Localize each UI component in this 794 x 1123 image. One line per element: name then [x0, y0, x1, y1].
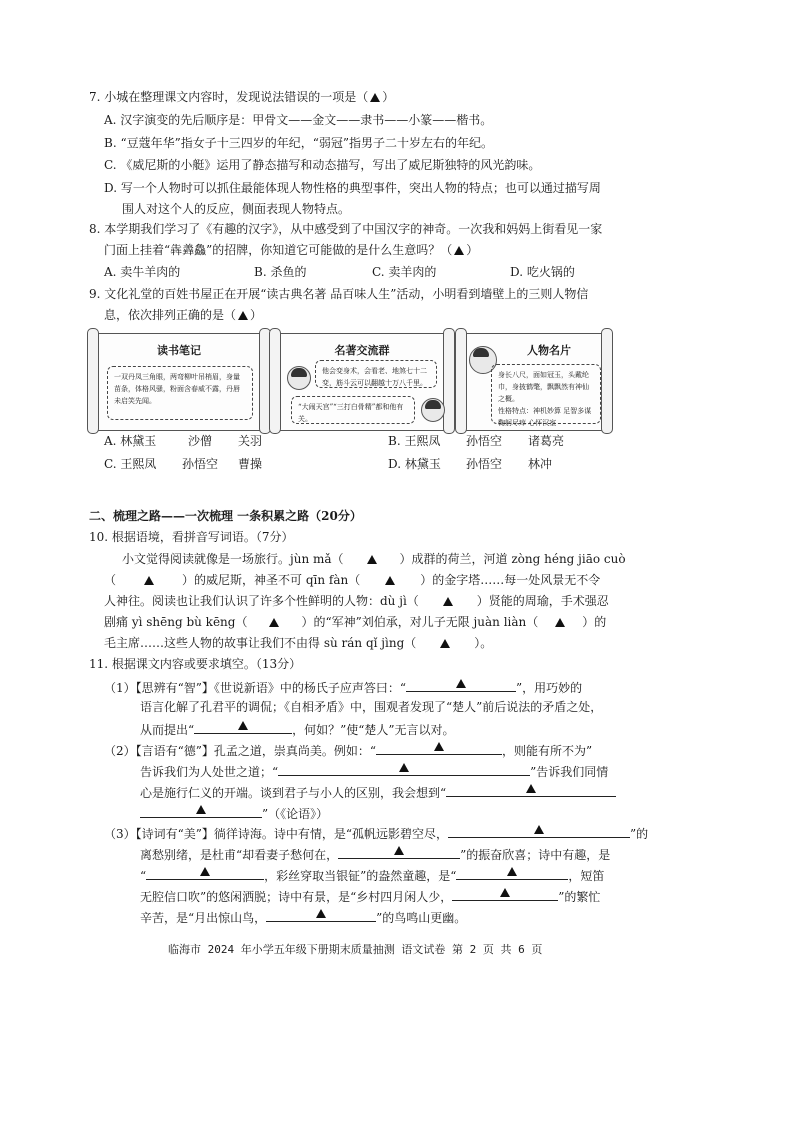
q9-option-d: D. 林黛玉 孙悟空 林冲 [388, 457, 553, 471]
q8-option-a: A. 卖牛羊肉的 [104, 265, 181, 279]
fill-blank[interactable] [194, 720, 292, 734]
answer-triangle-icon [196, 805, 206, 814]
q8-option-b: B. 杀鱼的 [254, 265, 307, 279]
fill-blank[interactable] [452, 887, 558, 901]
avatar-icon [421, 398, 445, 422]
q10-line-3: 人神往。阅读也让我们认识了许多个性鲜明的人物：dù jì（ ）贤能的周瑜，手术强忍 [104, 594, 609, 608]
fill-blank[interactable] [446, 783, 616, 797]
answer-triangle-icon [456, 679, 466, 688]
q7-option-d-cont: 围人对这个人的反应，侧面表现人物特点。 [122, 202, 351, 216]
q11-part3-line4: 无腔信口吹”的悠闲洒脱；诗中有景，是“乡村四月闲人少， ”的繁忙 [140, 887, 600, 905]
q11-stem: 11. 根据课文内容或要求填空。（13分） [89, 657, 302, 671]
q11-part3-line1: （3）【诗词有“美”】徜徉诗海。诗中有情，是“孤帆远影碧空尽， ”的 [104, 824, 648, 842]
q11-part3-line3: “ ，彩丝穿取当银钲”的盎然童趣，是“ ，短笛 [140, 866, 604, 884]
answer-triangle-icon [370, 93, 380, 102]
answer-triangle-icon [526, 784, 536, 793]
page-footer: 临海市 2024 年小学五年级下册期末质量抽测 语文试卷 第 2 页 共 6 页 [168, 943, 543, 956]
panel-text: 身长八尺，面如冠玉，头戴纶巾，身披鹤氅，飘飘然有神仙之概。 性格特点：神机妙算 足智多谋 鞠躬尽瘁 心怀汉室 [491, 364, 601, 424]
answer-triangle-icon [507, 867, 517, 876]
fill-blank[interactable] [338, 845, 460, 859]
answer-triangle-icon [385, 576, 395, 585]
q11-part3-line2: 离愁别绪，是杜甫“却看妻子愁何在， ”的振奋欣喜；诗中有趣，是 [140, 845, 610, 863]
q10-line-1: 小文觉得阅读就像是一场旅行。jùn mǎ（ ）成群的荷兰，河道 zòng héng jiāo cuò [122, 552, 626, 566]
answer-triangle-icon [144, 576, 154, 585]
q11-part3-line5: 辛苦，是“月出惊山鸟， ”的鸟鸣山更幽。 [140, 908, 466, 926]
panel-text: 一双丹凤三角眼，两弯柳叶吊梢眉，身量苗条，体格风骚，粉面含春威不露，丹唇未启笑先闻。 [107, 366, 253, 420]
answer-triangle-icon [238, 311, 248, 320]
fill-blank[interactable] [146, 866, 264, 880]
q8-option-c: C. 卖羊肉的 [372, 265, 437, 279]
q8-option-d: D. 吃火锅的 [510, 265, 575, 279]
panel-title: 读书笔记 [157, 344, 201, 357]
fill-blank[interactable] [266, 908, 376, 922]
answer-triangle-icon [399, 763, 409, 772]
answer-triangle-icon [367, 555, 377, 564]
q10-line-5: 毛主席……这些人物的故事让我们不由得 sù rán qǐ jìng（ ）。 [104, 636, 493, 650]
q7-option-d: D. 写一个人物时可以抓住最能体现人物性格的典型事件，突出人物的特点；也可以通过描写周 [104, 181, 601, 195]
answer-triangle-icon [316, 909, 326, 918]
fill-blank[interactable] [376, 741, 502, 755]
q10-line-4: 剧痛 yì shēng bù kēng（ ）的“军神”刘伯承，对儿子无限 juàn liàn（ ）的 [104, 615, 607, 629]
q11-part2-line4: ”（《论语》） [140, 804, 328, 822]
panel-character-card [460, 333, 608, 431]
answer-triangle-icon [269, 618, 279, 627]
panel-title: 人物名片 [527, 344, 571, 357]
fill-blank[interactable] [406, 678, 516, 692]
fill-blank[interactable] [140, 804, 262, 818]
q9-stem-1: 9. 文化礼堂的百姓书屋正在开展“读古典名著 品百味人生”活动，小明看到墙壁上的三则人物信 [89, 287, 589, 301]
scroll-roll [455, 328, 467, 434]
q11-part2-line2: 告诉我们为人处世之道；“ ”告诉我们同情 [140, 762, 608, 780]
chat-bubble: 他会变身术，会看老、地煞七十二变，筋斗云可以翻越十万八千里。 [315, 360, 437, 388]
fill-blank[interactable] [448, 824, 630, 838]
q8-stem-2: 门面上挂着“犇羴鱻”的招牌，你知道它可能做的是什么生意吗？（ ） [104, 243, 479, 257]
q11-part2-line3: 心是施行仁义的开端。谈到君子与小人的区别，我会想到“ [140, 783, 616, 801]
answer-triangle-icon [534, 825, 544, 834]
q8-stem-1: 8. 本学期我们学习了《有趣的汉字》，从中感受到了中国汉字的神奇。一次我和妈妈上街看见一家 [89, 222, 603, 236]
answer-triangle-icon [443, 597, 453, 606]
fill-blank[interactable] [456, 866, 568, 880]
q11-part2-line1: （2）【言语有“德”】孔孟之道，崇真尚美。例如：“ ，则能有所不为” [104, 741, 592, 759]
fill-blank[interactable] [278, 762, 530, 776]
q7-stem: 7. 小城在整理课文内容时，发现说法错误的一项是（ ） [89, 90, 395, 104]
answer-triangle-icon [440, 639, 450, 648]
panel-book-chat [274, 333, 450, 431]
q9-option-c: C. 王熙凤 孙悟空 曹操 [104, 457, 263, 471]
q9-option-a: A. 林黛玉 沙僧 关羽 [104, 434, 263, 448]
q9-option-b: B. 王熙凤 孙悟空 诸葛亮 [388, 434, 565, 448]
answer-triangle-icon [394, 846, 404, 855]
answer-triangle-icon [500, 888, 510, 897]
panel-reading-notes [92, 333, 266, 431]
q11-part1-line1: （1）【思辨有“智”】《世说新语》中的杨氏子应声答曰：“ ”，用巧妙的 [104, 678, 582, 696]
answer-triangle-icon [434, 742, 444, 751]
answer-triangle-icon [238, 721, 248, 730]
q10-line-2: （ ）的威尼斯，神圣不可 qīn fàn（ ）的金字塔……每一处风景无不令 [104, 573, 601, 587]
section-title: 二、梳理之路——一次梳理 一条积累之路（20分） [89, 509, 362, 523]
answer-triangle-icon [555, 618, 565, 627]
q7-option-a: A. 汉字演变的先后顺序是：甲骨文——金文——隶书——小篆——楷书。 [104, 113, 493, 127]
answer-triangle-icon [200, 867, 210, 876]
q7-option-b: B. “豆蔻年华”指女子十三四岁的年纪，“弱冠”指男子二十岁左右的年纪。 [104, 136, 493, 150]
answer-triangle-icon [454, 246, 464, 255]
panel-title: 名著交流群 [334, 344, 390, 357]
q11-part1-line2: 语言化解了孔君平的调侃；《自相矛盾》中，围观者发现了“楚人”前后说法的矛盾之处， [140, 700, 603, 714]
q7-option-c: C. 《威尼斯的小艇》运用了静态描写和动态描写，写出了威尼斯独特的风光韵味。 [104, 158, 541, 172]
q10-stem: 10. 根据语境，看拼音写词语。（7分） [89, 530, 294, 544]
avatar-icon [287, 366, 311, 390]
q11-part1-line3: 从而提出“ ，何如？”使“楚人”无言以对。 [140, 720, 455, 738]
chat-bubble: “大闹天宫”“三打白骨精”都和他有关。 [291, 396, 415, 424]
q9-stem-2: 息，依次排列正确的是（ ） [104, 308, 263, 322]
